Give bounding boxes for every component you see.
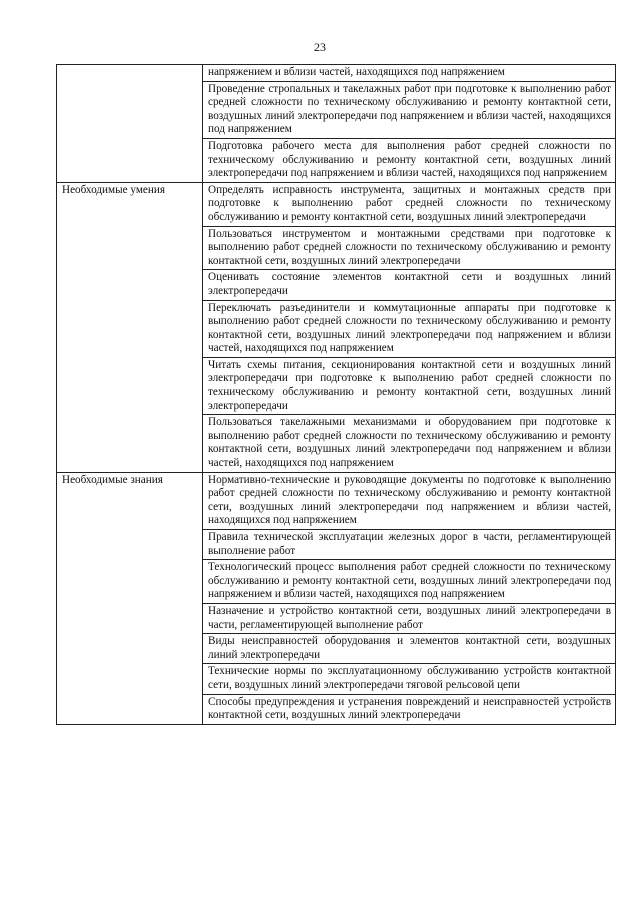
requirements-table	[56, 64, 616, 725]
table-row	[57, 182, 616, 226]
requirement-cell: Правила технической эксплуатации железных дорог в части, регламентирующей выполнение работ	[203, 530, 616, 560]
requirement-cell: Назначение и устройство контактной сети, воздушных линий электропередачи в части, регламентирующей выполнение работ	[203, 603, 616, 633]
requirement-cell: Переключать разъединители и коммутационные аппараты при подготовке к выполнению работ средней сложности по техническому обслуживанию и ремонту контактной сети, воздушных линий электропередачи под напряжением и вблизи частей, находящихся под напряжением	[203, 300, 616, 357]
requirement-cell: Пользоваться такелажными механизмами и оборудованием при подготовке к выполнению работ средней сложности по техническому обслуживанию и ремонту контактной сети, воздушных линий электропередачи под напряжением и вблизи частей, находящихся под напряжением	[203, 415, 616, 472]
requirement-cell: Виды неисправностей оборудования и элементов контактной сети, воздушных линий электропередачи	[203, 634, 616, 664]
requirement-cell: Способы предупреждения и устранения повреждений и неисправностей устройств контактной сети, воздушных линий электропередачи	[203, 694, 616, 724]
requirement-cell: Технологический процесс выполнения работ средней сложности по техническому обслуживанию и ремонту контактной сети, воздушных линий электропередачи под напряжением и вблизи частей, находящихся под напряжением	[203, 560, 616, 604]
section-label: Необходимые умения	[57, 182, 203, 472]
table-row	[57, 472, 616, 529]
requirement-cell: Подготовка рабочего места для выполнения работ средней сложности по техническому обслуживанию и ремонту контактной сети, воздушных линий электропередачи под напряжением и вблизи частей, находящихся под напряжением	[203, 138, 616, 182]
page-number: 23	[314, 40, 326, 54]
requirement-cell: напряжением и вблизи частей, находящихся под напряжением	[203, 65, 616, 82]
requirement-cell: Пользоваться инструментом и монтажными средствами при подготовке к выполнению работ средней сложности по техническому обслуживанию и ремонту контактной сети, воздушных линий электропередачи	[203, 226, 616, 270]
requirement-cell: Нормативно-технические и руководящие документы по подготовке к выполнению работ средней сложности по техническому обслуживанию и ремонту контактной сети, воздушных линий электропередачи под напряжением и вблизи частей, находящихся под напряжением	[203, 472, 616, 529]
requirement-cell: Оценивать состояние элементов контактной сети и воздушных линий электропередачи	[203, 270, 616, 300]
section-label: Необходимые знания	[57, 472, 203, 724]
requirements-table-body	[57, 65, 616, 725]
requirement-cell: Технические нормы по эксплуатационному обслуживанию устройств контактной сети, воздушных линий электропередачи тяговой рельсовой цепи	[203, 664, 616, 694]
requirement-cell: Читать схемы питания, секционирования контактной сети и воздушных линий электропередачи при подготовке к выполнению работ средней сложности по техническому обслуживанию и ремонту контактной сети, воздушных линий электропередачи	[203, 357, 616, 414]
requirement-cell: Определять исправность инструмента, защитных и монтажных средств при подготовке к выполнению работ средней сложности по техническому обслуживанию и ремонту контактной сети, воздушных линий электропередачи	[203, 182, 616, 226]
section-label	[57, 65, 203, 183]
table-row	[57, 65, 616, 82]
requirement-cell: Проведение стропальных и такелажных работ при подготовке к выполнению работ средней сложности по техническому обслуживанию и ремонту контактной сети, воздушных линий электропередачи под напряжением и вблизи частей, находящихся под напряжением	[203, 81, 616, 138]
